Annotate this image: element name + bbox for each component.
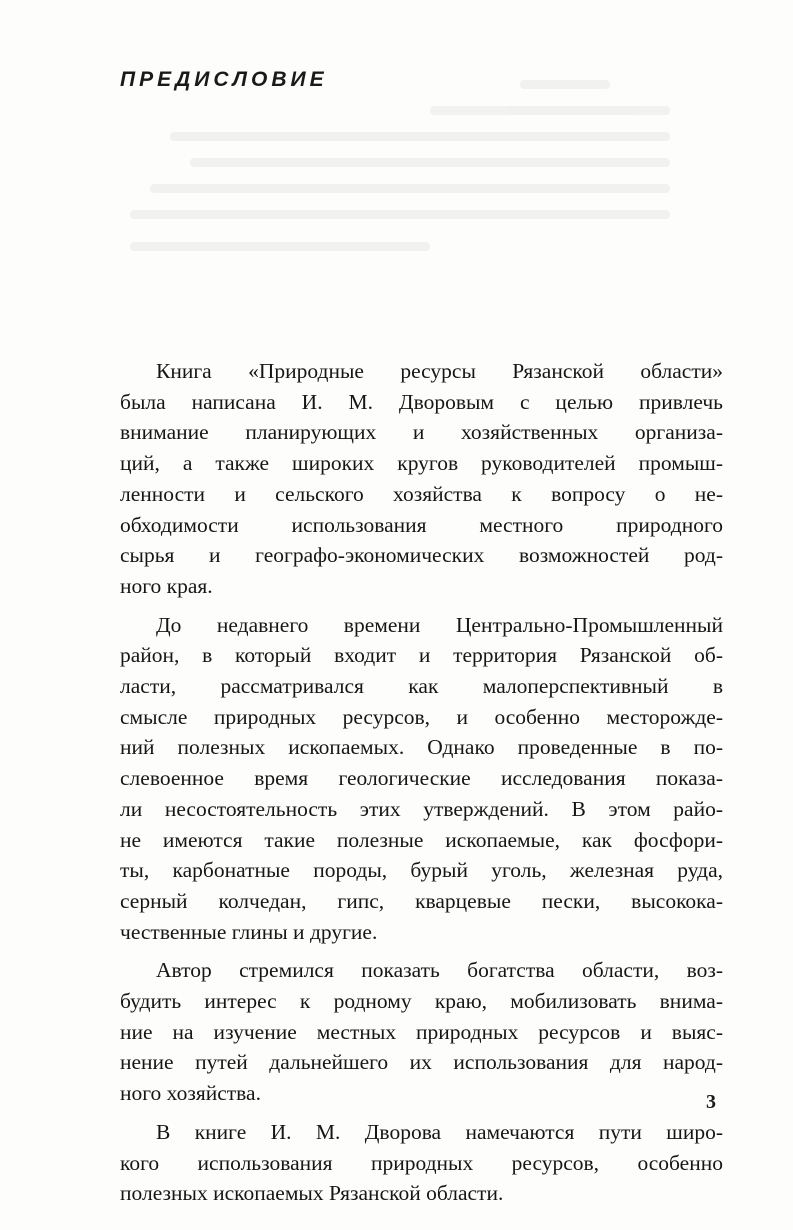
- text-line: ласти, рассматривался как малоперспективный в: [120, 674, 723, 699]
- paragraph-3: [120, 955, 723, 1109]
- paragraph-2: [120, 610, 723, 948]
- text-line: сырья и географо-экономических возможностей род-: [120, 543, 723, 568]
- text-line: полезных ископаемых Рязанской области.: [120, 1181, 504, 1206]
- text-line: обходимости использования местного природного: [120, 512, 723, 537]
- text-line: внимание планирующих и хозяйственных организа-: [120, 420, 723, 445]
- text-line: серный колчедан, гипс, кварцевые пески, высокока-: [120, 888, 723, 913]
- text-line: ний полезных ископаемых. Однако проведенные в по-: [120, 735, 723, 760]
- text-line: район, в который входит и территория Рязанской об-: [120, 643, 723, 668]
- preface-text: [120, 356, 723, 1217]
- text-line: ние на изучение местных природных ресурсов и выяс-: [120, 1019, 723, 1044]
- text-line: В книге И. М. Дворова намечаются пути широ-: [156, 1119, 723, 1144]
- text-line: ты, карбонатные породы, бурый уголь, железная руда,: [120, 858, 723, 883]
- paragraph-4: [120, 1117, 723, 1209]
- text-line: слевоенное время геологические исследования показа-: [120, 766, 723, 791]
- text-line: Книга «Природные ресурсы Рязанской области»: [156, 359, 723, 383]
- show-through-from-reverse: [130, 80, 690, 270]
- page-heading: ПРЕДИСЛОВИЕ: [120, 68, 328, 91]
- page-number: 3: [706, 1091, 716, 1113]
- text-line: была написана И. М. Дворовым с целью привлечь: [120, 389, 723, 414]
- text-line: будить интерес к родному краю, мобилизовать внима-: [120, 989, 723, 1014]
- text-line: До недавнего времени Центрально-Промышленный: [156, 612, 723, 637]
- text-line: ного края.: [120, 573, 213, 598]
- text-line: ций, а также широких кругов руководителей промыш-: [120, 451, 723, 476]
- text-line: Автор стремился показать богатства области, воз-: [156, 958, 723, 983]
- text-line: ли несостоятельность этих утверждений. В этом райо-: [120, 796, 723, 821]
- text-line: ного хозяйства.: [120, 1081, 261, 1106]
- text-line: не имеются такие полезные ископаемые, как фосфори-: [120, 827, 723, 852]
- paragraph-1: [120, 356, 723, 602]
- text-line: кого использования природных ресурсов, особенно: [120, 1150, 723, 1175]
- text-line: ленности и сельского хозяйства к вопросу о не-: [120, 481, 723, 506]
- text-line: чественные глины и другие.: [120, 919, 378, 944]
- text-line: нение путей дальнейшего их использования для народ-: [120, 1050, 723, 1075]
- text-line: смысле природных ресурсов, и особенно месторожде-: [120, 704, 723, 729]
